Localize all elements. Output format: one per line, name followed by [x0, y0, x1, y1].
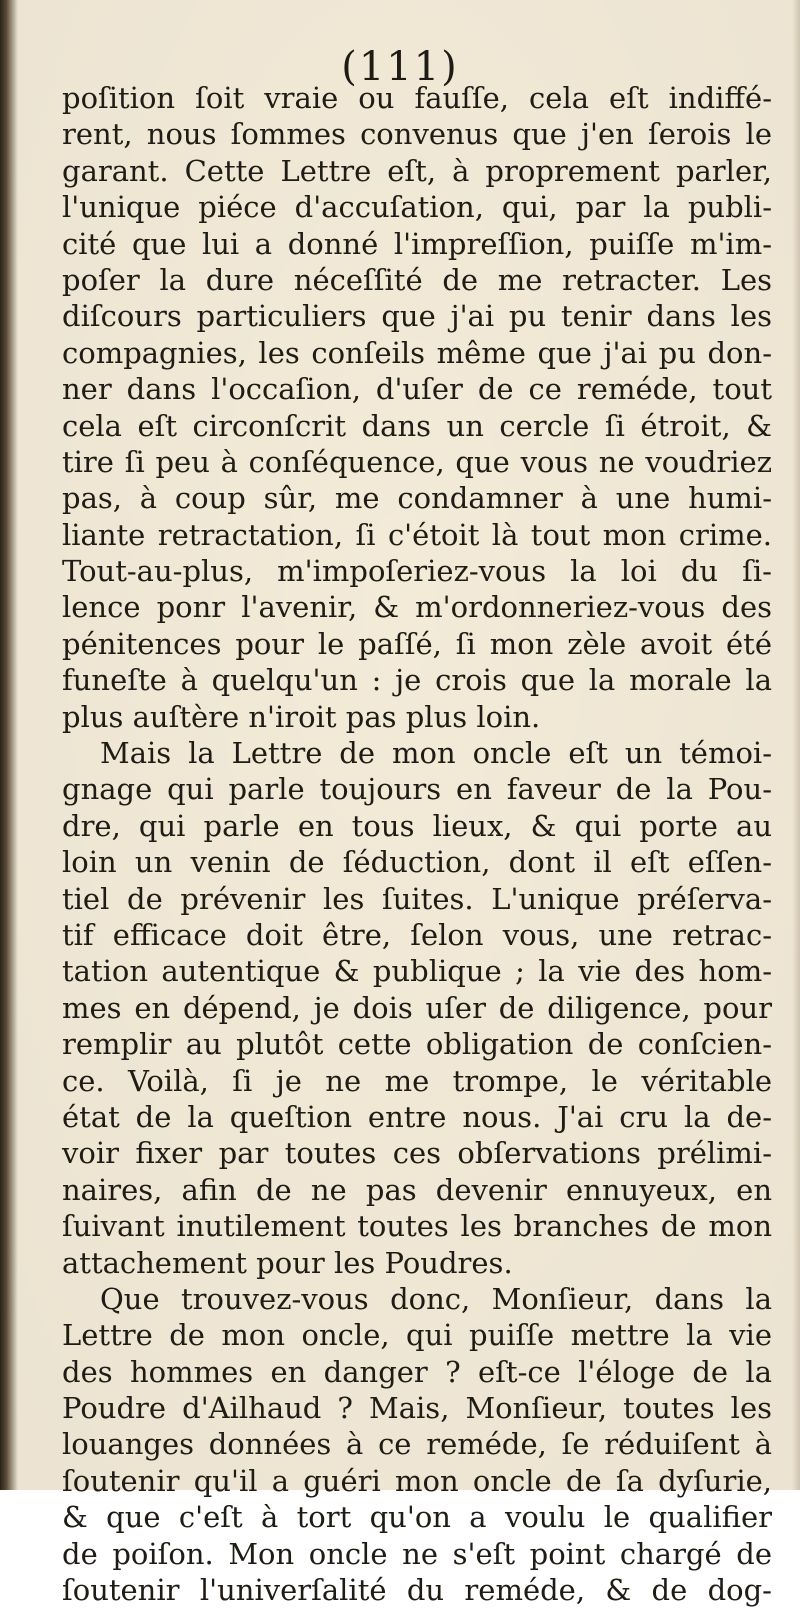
text-line: cité que lui a donné l'impreſſion, puiſſe m'im- [62, 226, 772, 261]
text-line: Tout-au-plus, m'impoſeriez-vous la loi du ſi- [62, 554, 772, 589]
body-text [62, 80, 772, 1608]
text-line: & que c'eſt à tort qu'on a voulu le qualifier [62, 1500, 772, 1535]
text-line: pénitences pour le paſſé, ſi mon zèle avoit été [62, 626, 772, 661]
text-line: ſuivant inutilement toutes les branches de mon [62, 1209, 772, 1244]
text-line: compagnies, les conſeils même que j'ai pu don- [62, 335, 772, 370]
text-line: diſcours particuliers que j'ai pu tenir dans les [62, 299, 772, 334]
text-line: remplir au plutôt cette obligation de conſcien- [62, 1027, 772, 1062]
text-line: voir fixer par toutes ces obſervations prélimi- [62, 1136, 772, 1171]
text-line: gnage qui parle toujours en faveur de la Pou- [62, 772, 772, 807]
text-line: louanges données à ce reméde, ſe réduiſent à [62, 1427, 772, 1462]
text-line: poſer la dure néceſſité de me retracter. Les [62, 262, 772, 297]
text-line: liante retractation, ſi c'étoit là tout mon crime. [62, 517, 772, 552]
page-edge-shadow [792, 0, 800, 1490]
text-line: naires, afin de ne pas devenir ennuyeux, en [62, 1172, 772, 1207]
text-line: mes en dépend, je dois uſer de diligence, pour [62, 990, 772, 1025]
text-line: pas, à coup sûr, me condamner à une humi- [62, 481, 772, 516]
text-line: tiel de prévenir les ſuites. L'unique préſerva- [62, 881, 772, 916]
page-number: (111) [341, 44, 459, 90]
text-line: loin un venin de ſéduction, dont il eſt eſſen- [62, 845, 772, 880]
text-line: funeſte à quelqu'un : je crois que la morale la [62, 663, 772, 698]
text-line: tire ſi peu à conſéquence, que vous ne voudriez [62, 444, 772, 479]
text-line: Mais la Lettre de mon oncle eſt un témoi- [100, 736, 772, 771]
text-line: l'unique piéce d'accuſation, qui, par la publi- [62, 190, 772, 225]
text-line: poſition ſoit vraie ou fauſſe, cela eſt indiffé- [62, 81, 772, 115]
text-line: Que trouvez-vous donc, Monſieur, dans la [100, 1281, 772, 1316]
text-line: ſoutenir l'univerſalité du reméde, & de dog- [62, 1573, 772, 1608]
text-line: ce. Voilà, ſi je ne me trompe, le véritable [62, 1063, 772, 1098]
text-line: attachement pour les Poudres. [62, 1245, 513, 1280]
text-line: Lettre de mon oncle, qui puiſſe mettre la vie [62, 1318, 772, 1353]
text-line: état de la queſtion entre nous. J'ai cru la de- [62, 1099, 772, 1134]
text-line: cela eſt circonſcrit dans un cercle ſi étroit, & [62, 408, 772, 443]
text-line: Poudre d'Ailhaud ? Mais, Monſieur, toutes les [62, 1391, 772, 1426]
text-line: plus auſtère n'iroit pas plus loin. [62, 699, 541, 734]
text-line: rent, nous ſommes convenus que j'en ſerois le [62, 117, 772, 152]
text-line: lence ponr l'avenir, & m'ordonneriez-vous des [62, 590, 772, 625]
book-spine-shadow [0, 0, 18, 1490]
text-line: ſoutenir qu'il a guéri mon oncle de ſa dyſurie, [62, 1463, 772, 1498]
text-line: de poiſon. Mon oncle ne s'eſt point chargé de [62, 1536, 772, 1571]
text-line: tation autentique & publique ; la vie des hom- [62, 954, 772, 989]
text-line: garant. Cette Lettre eſt, à proprement parler, [62, 153, 772, 188]
text-line: dre, qui parle en tous lieux, & qui porte au [62, 808, 772, 843]
text-line: des hommes en danger ? eſt-ce l'éloge de la [62, 1354, 772, 1389]
text-line: tif efficace doit être, ſelon vous, une retrac- [62, 917, 772, 952]
text-line: ner dans l'occaſion, d'uſer de ce reméde, tout [62, 372, 772, 407]
